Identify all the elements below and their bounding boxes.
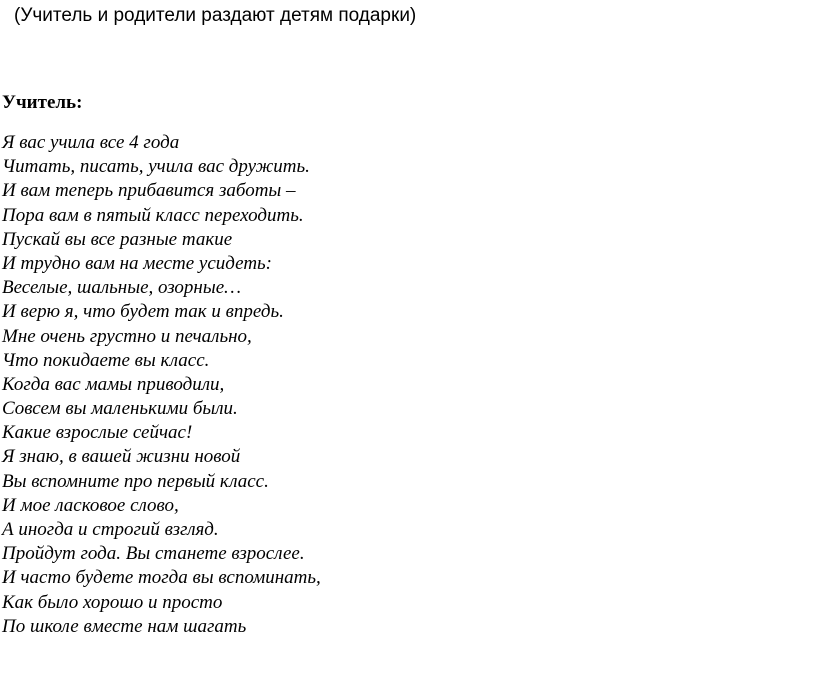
poem-line: И вам теперь прибавится заботы – bbox=[2, 180, 296, 202]
poem-line: По школе вместе нам шагать bbox=[2, 615, 247, 637]
poem-line: Я вас учила все 4 года bbox=[2, 132, 180, 153]
poem-line: Когда вас мамы приводили, bbox=[2, 373, 225, 395]
poem-line: Читать, писать, учила вас дружить. bbox=[2, 156, 310, 178]
poem-line: Пройдут года. Вы станете взрослее. bbox=[2, 543, 305, 565]
poem-line: Я знаю, в вашей жизни новой bbox=[2, 446, 241, 468]
poem-line: Мне очень грустно и печально, bbox=[2, 325, 252, 347]
poem-line: Совсем вы маленькими были. bbox=[2, 398, 238, 420]
poem bbox=[2, 131, 321, 639]
poem-line: И трудно вам на месте усидеть: bbox=[2, 252, 273, 274]
poem-line: Что покидаете вы класс. bbox=[2, 349, 210, 371]
speaker-label: Учитель: bbox=[2, 92, 83, 113]
poem-line: Как было хорошо и просто bbox=[2, 591, 223, 613]
poem-line: И часто будете тогда вы вспоминать, bbox=[2, 567, 321, 589]
poem-line: Пора вам в пятый класс переходить. bbox=[2, 204, 304, 226]
poem-line: Веселые, шальные, озорные… bbox=[2, 277, 242, 299]
poem-line: И мое ласковое слово, bbox=[2, 494, 179, 516]
poem-line: А иногда и строгий взгляд. bbox=[2, 519, 219, 540]
poem-line: Какие взрослые сейчас! bbox=[2, 422, 193, 444]
poem-line: И верю я, что будет так и впредь. bbox=[2, 301, 284, 323]
poem-line: Пускай вы все разные такие bbox=[2, 228, 233, 250]
stage-direction: (Учитель и родители раздают детям подарки) bbox=[14, 5, 417, 26]
poem-line: Вы вспомните про первый класс. bbox=[2, 470, 269, 492]
